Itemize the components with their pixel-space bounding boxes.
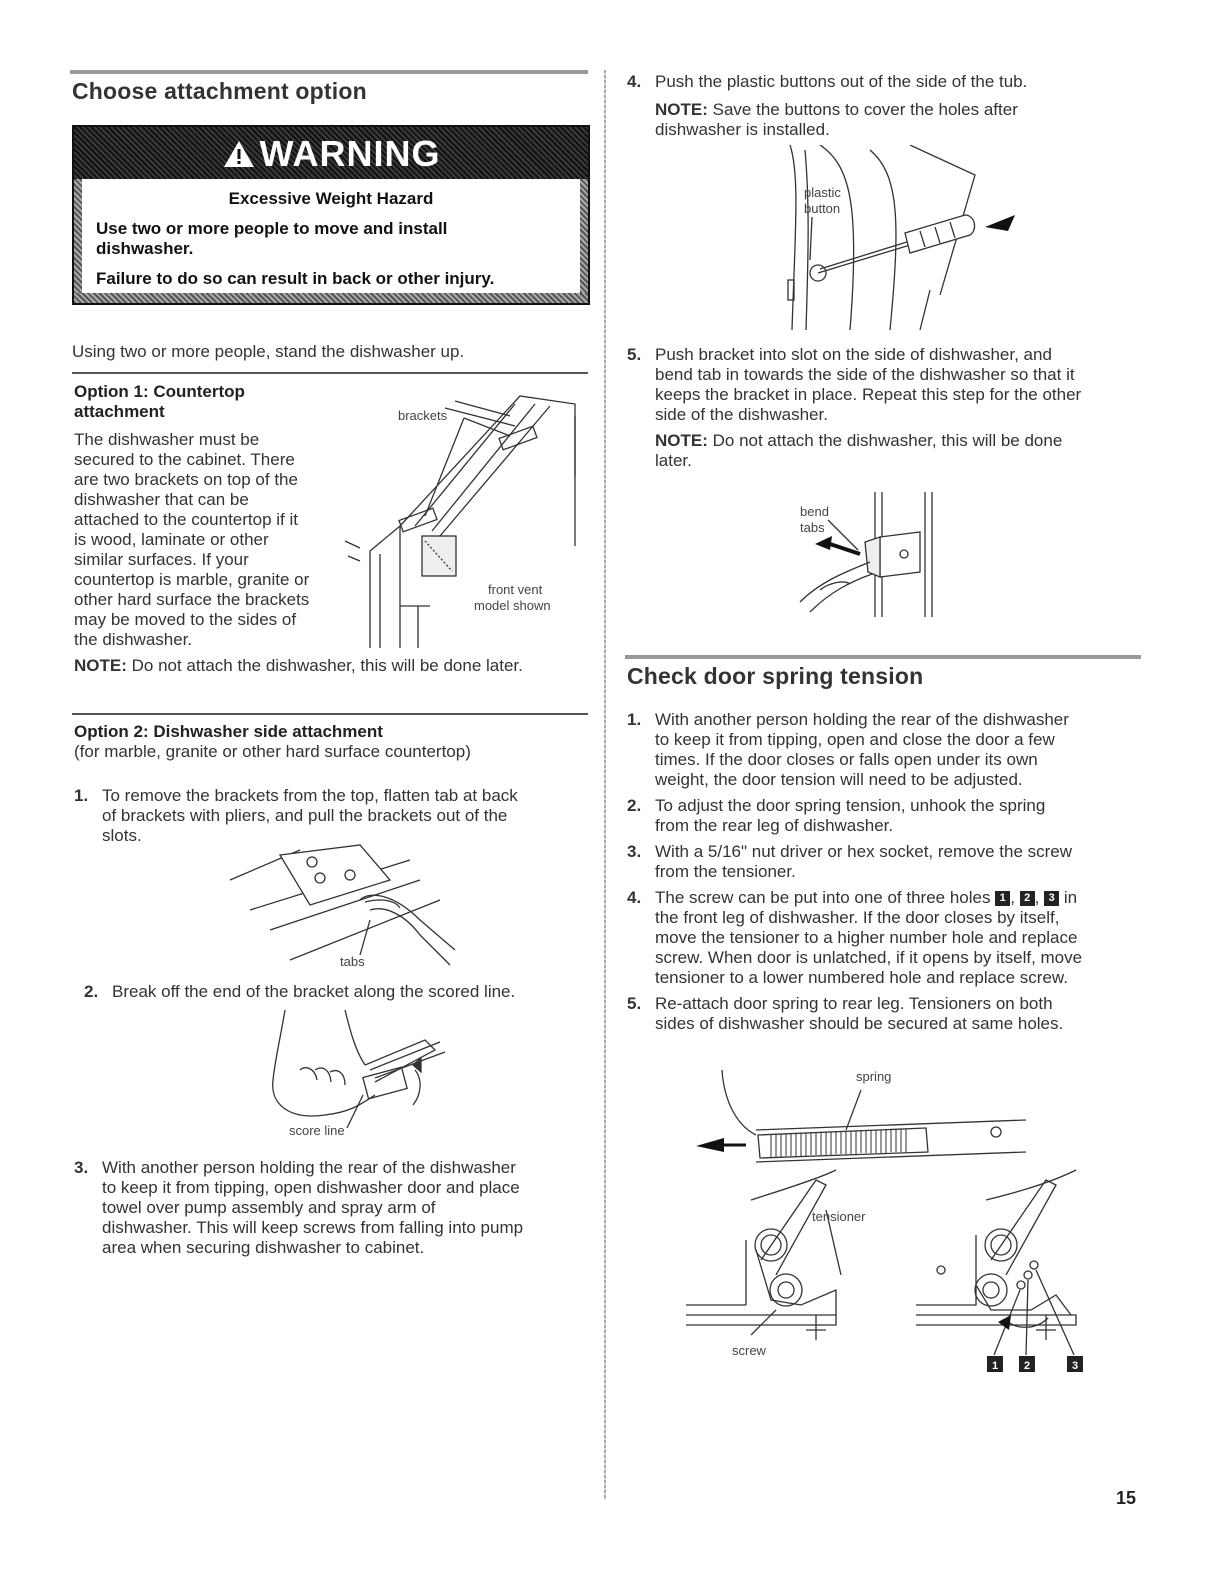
step-line: Push bracket into slot on the side of dishwasher, and <box>655 345 1052 364</box>
step-line: tensioner to a lower numbered hole and replace screw. <box>655 968 1068 987</box>
label-bend: bend <box>800 504 829 519</box>
option2-rule <box>72 713 588 715</box>
step-line: to keep it from tipping, open dishwasher door and place <box>102 1178 520 1197</box>
option1-line: other hard surface the brackets <box>74 590 310 609</box>
section-heading-spring: Check door spring tension <box>627 663 924 689</box>
step-line: from the tensioner. <box>655 862 796 881</box>
label-front-vent: front vent <box>488 582 543 597</box>
label-screw: screw <box>732 1343 766 1358</box>
step-line: keeps the bracket in place. Repeat this step for the other <box>655 385 1082 404</box>
step-line: With a 5/16" nut driver or hex socket, remove the screw <box>655 842 1073 861</box>
step-line: slots. <box>102 826 142 845</box>
step-note <box>655 431 1062 451</box>
warning-hazard: Excessive Weight Hazard <box>228 189 434 208</box>
step-number: 2. <box>84 982 99 1001</box>
step-line: The screw can be put into one of three holes <box>655 888 991 907</box>
option1-line: may be moved to the sides of <box>74 610 297 629</box>
option1-line: the dishwasher. <box>74 630 193 649</box>
option1-line: similar surfaces. If your <box>74 550 249 569</box>
note-label: NOTE: <box>655 431 708 450</box>
label-tabs-right: tabs <box>800 520 825 535</box>
step-number: 1. <box>627 710 642 729</box>
option1-line: dishwasher that can be <box>74 490 249 509</box>
page-number: 15 <box>1115 1488 1136 1508</box>
label-model-shown: model shown <box>474 598 551 613</box>
heading-rule <box>625 655 1141 659</box>
step-number: 4. <box>627 72 642 91</box>
hole-label-3: 3 <box>1071 1360 1079 1372</box>
step-line: move the tensioner to a higher number hole and replace <box>655 928 1078 947</box>
step-line: With another person holding the rear of the dishwasher <box>102 1158 516 1177</box>
note-text: Do not attach the dishwasher, this will be done later. <box>131 656 523 675</box>
spring-tensioner-figure <box>676 1060 1116 1380</box>
step-line: from the rear leg of dishwasher. <box>655 816 894 835</box>
note-text: Save the buttons to cover the holes after <box>712 100 1018 119</box>
step-line: area when securing dishwasher to cabinet. <box>102 1238 425 1257</box>
step-line-with-holes: The screw can be put into one of three holes 1 , 2 , 3 in <box>655 888 1078 907</box>
hole-number-badges <box>987 1356 1083 1372</box>
label-score-line: score line <box>289 1123 345 1138</box>
hole-3-badge: 3 <box>1044 891 1059 906</box>
label-button: button <box>804 201 841 216</box>
bend-tabs-figure <box>780 492 950 617</box>
step-number: 1. <box>74 786 89 805</box>
option1-line: The dishwasher must be <box>74 430 260 449</box>
break-bracket-figure <box>255 1010 455 1140</box>
intro-text: Using two or more people, stand the dishwasher up. <box>72 342 465 361</box>
hole-1-badge: 1 <box>995 891 1010 906</box>
note-label: NOTE: <box>74 656 127 675</box>
step-line: Push the plastic buttons out of the side of the tub. <box>655 72 1028 91</box>
note-label: NOTE: <box>655 100 708 119</box>
step-line: screw. When door is unlatched, if it opens by itself, move <box>655 948 1083 967</box>
warning-triangle-icon <box>222 139 256 169</box>
step-line: times. If the door closes or falls open under its own <box>655 750 1038 769</box>
step-line: to keep it from tipping, open and close the door a few <box>655 730 1055 749</box>
label-brackets: brackets <box>398 408 448 423</box>
step-line: sides of dishwasher should be secured at same holes. <box>655 1014 1064 1033</box>
step-note-line: later. <box>655 451 692 470</box>
note-text: Do not attach the dishwasher, this will be done <box>712 431 1063 450</box>
hole-label-1: 1 <box>991 1360 999 1372</box>
option1-line: countertop is marble, granite or <box>74 570 310 589</box>
warning-title <box>74 133 588 175</box>
step-number: 3. <box>74 1158 89 1177</box>
step-line: Break off the end of the bracket along the scored line. <box>112 982 516 1001</box>
warning-box <box>72 125 590 305</box>
plastic-button-figure <box>780 145 1040 330</box>
warning-footer <box>74 293 588 303</box>
countertop-bracket-figure <box>340 376 590 648</box>
step-line: the front leg of dishwasher. If the door closes by itself, <box>655 908 1060 927</box>
label-plastic: plastic <box>804 185 841 200</box>
label-tabs: tabs <box>340 954 365 969</box>
step-line: dishwasher. This will keep screws from falling into pump <box>102 1218 524 1237</box>
label-tensioner: tensioner <box>812 1209 866 1224</box>
step-number: 3. <box>627 842 642 861</box>
pliers-bracket-figure <box>220 840 470 975</box>
label-spring: spring <box>856 1069 892 1084</box>
option1-line: secured to the cabinet. There <box>74 450 295 469</box>
step-line: To adjust the door spring tension, unhook the spring <box>655 796 1046 815</box>
warning-line-3: Failure to do so can result in back or other injury. <box>96 269 495 288</box>
step-number: 5. <box>627 345 642 364</box>
heading-rule <box>70 70 588 74</box>
column-divider <box>604 70 606 1500</box>
option1-rule <box>72 372 588 374</box>
option2-title: Option 2: Dishwasher side attachment <box>74 722 383 741</box>
warning-title-text: WARNING <box>259 133 441 174</box>
step-line: With another person holding the rear of the dishwasher <box>655 710 1069 729</box>
option1-note <box>74 656 523 676</box>
step-line: bend tab in towards the side of the dishwasher so that it <box>655 365 1075 384</box>
option1-title-2: attachment <box>74 402 165 421</box>
step-line: towel over pump assembly and spray arm of <box>102 1198 436 1217</box>
step-line: of brackets with pliers, and pull the brackets out of the <box>102 806 508 825</box>
step-line: weight, the door tension will need to be adjusted. <box>655 770 1023 789</box>
hole-2-badge: 2 <box>1020 891 1035 906</box>
step-line: To remove the brackets from the top, flatten tab at back <box>102 786 518 805</box>
step-note-line: dishwasher is installed. <box>655 120 830 139</box>
step-number: 4. <box>627 888 642 907</box>
warning-line-1: Use two or more people to move and install <box>96 219 448 238</box>
step-line-suffix: in <box>1063 888 1078 907</box>
step-line: Re-attach door spring to rear leg. Tensioners on both <box>655 994 1053 1013</box>
option1-title-1: Option 1: Countertop <box>74 382 245 401</box>
option1-line: are two brackets on top of the <box>74 470 298 489</box>
option1-line: is wood, laminate or other <box>74 530 269 549</box>
step-number: 5. <box>627 994 642 1013</box>
hole-label-2: 2 <box>1023 1360 1031 1372</box>
option2-subtitle: (for marble, granite or other hard surface countertop) <box>74 742 471 761</box>
section-heading-attachment: Choose attachment option <box>72 78 367 104</box>
step-note <box>655 100 1018 120</box>
option1-line: attached to the countertop if it <box>74 510 298 529</box>
warning-header <box>74 127 588 179</box>
warning-line-2: dishwasher. <box>96 239 194 258</box>
step-line: side of the dishwasher. <box>655 405 828 424</box>
step-number: 2. <box>627 796 642 815</box>
